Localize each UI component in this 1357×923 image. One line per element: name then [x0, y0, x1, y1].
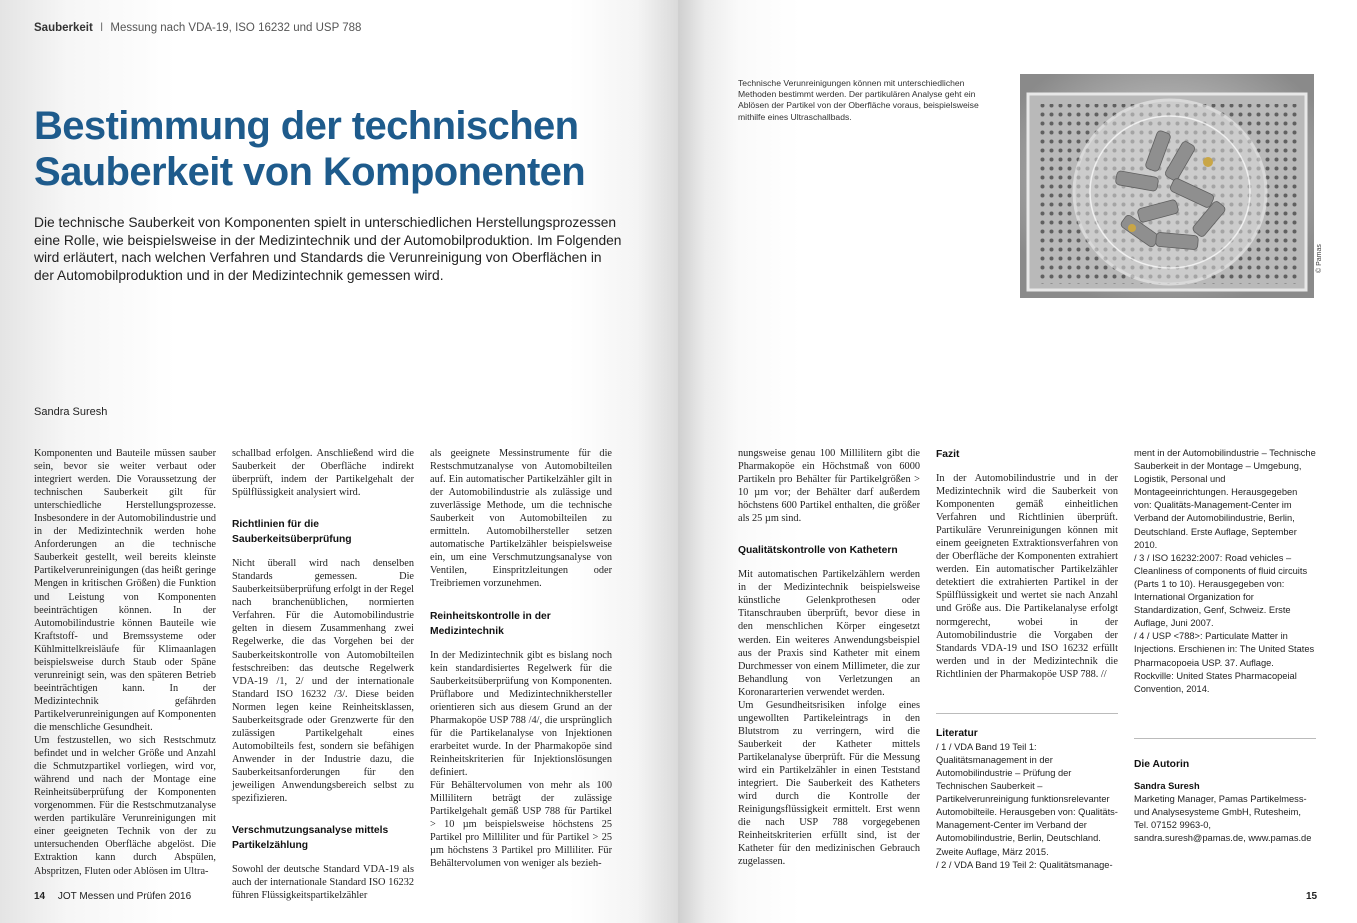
photo-credit: © Pamas: [1316, 244, 1323, 273]
subheading-medical-cleanliness: Reinheitskontrolle in der Medizintechnik: [430, 610, 551, 637]
subheading-conclusion: Fazit: [936, 449, 960, 460]
column-3: [430, 447, 612, 870]
header-separator: I: [100, 22, 104, 34]
literature-item-2-continued: ment in der Automobilindustrie – Technische Sauberkeit in der Montage – Umgebung, Logistik, Personal und Montageeinrichtungen. Herausgegeben von: Qualitäts-Management-Center im Verband der Automobilindustrie, Berlin, Deutschland. Erste Auflage, September 2010.: [1134, 448, 1316, 550]
column-2: [232, 447, 414, 902]
literature-item-4: / 4 / USP <788>: Particulate Matter in Injections. Erschienen in: The United States Pharmacopoeia USP. 37. Auflage. Rockville: United States Pharmacopeial Convention, 2014.: [1134, 631, 1315, 694]
author-heading: Die Autorin: [1134, 758, 1190, 770]
ultrasonic-bath-photo: [1020, 74, 1314, 298]
literature-heading: Literatur: [936, 727, 978, 739]
conclusion-paragraph: In der Automobilindustrie und in der Medizintechnik wird die Sauberkeit von Komponenten gemäß einheitlichen Verfahren und Richtlinien überprüft. Partikuläre Verunreinigungen können mit einem geeigneten Extraktionsverfahren von der Oberfläche der Komponenten extrahiert werden. Ein automatischer Partikelzähler detektiert die extrahierten Partikel in der Spülflüssigkeit und wertet sie nach Anzahl und Größe aus. Die Partikelanalyse erfolgt normgerecht, wobei in der Automobilindustrie die Vorgaben der Standards VDA-19 und ISO 16232 erfüllt werden und in der Medizintechnik die Richtlinien der Pharmakopöe USP 788. //: [936, 473, 1118, 680]
header-section: Sauberkeit: [34, 22, 93, 34]
photo-caption: Technische Verunreinigungen können mit unterschiedlichen Methoden bestimmt werden. Der partikulären Analyse geht ein Ablösen der Partikel von der Oberfläche voraus, beispielsweise mithilfe eines Ultraschallbads.: [738, 78, 979, 122]
column-2-paragraph-1: schallbad erfolgen. Anschließend wird die Sauberkeit der Oberfläche indirekt überprüft, indem der Partikelgehalt der Spülflüssigkeit analysiert wird.: [232, 448, 414, 499]
literature-item-3: / 3 / ISO 16232:2007: Road vehicles – Cleanliness of components of fluid circuits (Parts 1 to 10). Herausgegeben von: International Organization for Standardization, Genf, Schweiz. Erste Auflage, Juni 2007.: [1134, 552, 1308, 629]
photo-illustration: [1020, 74, 1314, 298]
article-title-line-1: Bestimmung der technischen: [34, 104, 579, 148]
column-1: [34, 447, 216, 878]
literature-item-2-start: / 2 / VDA Band 19 Teil 2: Qualitätsmanage-: [936, 859, 1113, 870]
article-title: [34, 103, 654, 195]
column-3-paragraph-3: Für Behältervolumen von mehr als 100 Millilitern beträgt der zulässige Partikelgehalt gemäß USP 788 für Partikel > 10 µm beispielsweise höchstens 25 Partikel pro Milliliter und für Partikel > 25 µm höchstens 3 Partikel pro Milliliter. Für Behältervolumen von weniger als bezieh-: [430, 779, 612, 870]
column-2-paragraph-3: Sowohl der deutsche Standard VDA-19 als auch der internationale Standard ISO 16232 führen Flüssigkeitspartikelzähler: [232, 864, 414, 902]
subheading-catheter-quality: Qualitätskontrolle von Kathetern: [738, 545, 898, 557]
subheading-particle-counting: Verschmutzungsanalyse mittels Partikelzählung: [232, 825, 389, 852]
left-footer: [34, 891, 191, 902]
literature-item-1: / 1 / VDA Band 19 Teil 1: Qualitätsmanagement in der Automobilindustrie – Prüfung der Technischen Sauberkeit – Partikelverunreinigung funktionsrelevanter Automobilteile. Herausgeben von: Qualitäts-Management-Center im Verband der Automobilindustrie, Berlin, Deutschland. Zweite Auflage, März 2015.: [936, 741, 1118, 857]
literature-divider: [936, 713, 1118, 714]
running-header: [34, 22, 361, 34]
right-page-number: 15: [1306, 891, 1318, 902]
column-2-paragraph-2: Nicht überall wird nach denselben Standards gemessen. Die Sauberkeitsüberprüfung erfolgt in der Regel nach branchenüblichen, normierten Verfahren. Für die Automobilindustrie gelten in diesem Zusammenhang zwei Regelwerke, die das Vorgehen bei der Sauberkeitskontrolle von Automobilteilen festschreiben: das deutsche Regelwerk VDA-19 /1, 2/ und der internationale Standard ISO 16232 /3/. Diese beiden Normen legen keine Reinheitsklassen, Sauberkeitsgrade oder Grenzwerte für den zulässigen Partikelgehalt eines Automobilteils fest, sondern sie befähigen Anwender in der Industrie dazu, die Sauberkeitsanforderungen für den jeweiligen Anwendungsbereich selbst zu spezifizieren.: [232, 558, 414, 805]
right-page: [678, 0, 1357, 923]
header-topic: Messung nach VDA-19, ISO 16232 und USP 788: [110, 22, 362, 34]
column-1-paragraph-1: Komponenten und Bauteile müssen sauber sein, bevor sie weiter verbaut oder integriert werden. Die Voraussetzung der technischen Sauberkeit gilt für unterschiedliche Herstellungsprozesse. Insbesondere in der Automobilindustrie und in der Medizintechnik werden hohe Anforderungen an die technische Sauberkeit gestellt, weil bereits kleinste Partikelverunreinigungen (das heißt geringe Mengen in kritischen Größen) die Funktion und Leistung von Komponenten beeinträchtigen können. In der Automobilindustrie können Bauteile wie Kraftstoff- und Bremssysteme oder Kühlmittelkreisläufe für Klimaanlagen beispielsweise durch Staub oder Späne verunreinigt sein, was den späteren Betrieb beeinträchtigen kann. In der Medizintechnik gefährden Partikelverunreinigungen auf Komponenten die menschliche Gesundheit.: [34, 448, 216, 733]
author-divider: [1134, 738, 1316, 739]
article-title-line-2: Sauberkeit von Komponenten: [34, 150, 586, 194]
left-page: [0, 0, 678, 923]
lead-paragraph: Die technische Sauberkeit von Komponenten spielt in unterschiedlichen Herstellungsprozessen eine Rolle, wie beispielsweise in der Medizintechnik und der Automobilproduktion. Im Folgenden wird erläutert, nach welchen Verfahren und Standards die Verunreinigung von Oberflächen in der Automobilproduktion und in der Medizintechnik gemessen wird.: [34, 215, 622, 283]
column-4-paragraph-3: Um Gesundheitsrisiken infolge eines ungewollten Partikeleintrags in den Blutstrom zu verringern, wird die Sauberkeit der Katheter mittels Partikelanalyse überprüft. Für die Messung wird ein Partikelzähler in einen Teststand integriert. Die Sauberkeit des Katheters wird durch die Kontrolle der Reinigungsflüssigkeit ermittelt. Erst wenn die nach USP 788 vorgegebenen Reinheitskriterien erfüllt sind, ist der Katheter für den medizinischen Gebrauch zugelassen.: [738, 699, 920, 868]
author-name: Sandra Suresh: [1134, 780, 1200, 791]
subheading-guidelines: Richtlinien für die Sauberkeitsüberprüfung: [232, 519, 352, 546]
column-4-paragraph-1: nungsweise genau 100 Millilitern gibt die Pharmakopöe ein Höchstmaß von 6000 Partikeln pro Behälter für Partikelgrößen > 10 µm vor; der Behälter darf außerdem höchstens 600 Partikel enthalten, die größer als 25 µm sind.: [738, 448, 920, 525]
column-3-paragraph-1: als geeignete Messinstrumente für die Restschmutzanalyse von Automobilteilen auf. Ein automatischer Partikelzähler gilt in der Automobilindustrie als zulässige und zuverlässige Methode, um die technische Sauberkeit von Automobilteilen zu ermitteln. Automobilhersteller setzen automatische Partikelzähler beispielsweise ein, um eine Verschmutzungsanalyse von Ventilen, Einspritzleitungen oder Treibriemen vorzunehmen.: [430, 448, 612, 590]
column-1-paragraph-2: Um festzustellen, wo sich Restschmutz befindet und in welcher Größe und Anzahl die Schmutzpartikel vorliegen, wird vor, während und nach der Montage eine Reinheitsüberprüfung der Komponenten vorgenommen. Für die Restschmutzanalyse werden partikuläre Verunreinigungen mit einer geeigneten Technik von der zu untersuchenden Oberfläche abgelöst. Die Extraktion kann durch Abspülen, Abspritzen, Fluten oder Ablösen im Ultra-: [34, 735, 216, 877]
left-footer-text: JOT Messen und Prüfen 2016: [57, 891, 192, 902]
column-4-paragraph-2: Mit automatischen Partikelzählern werden in der Medizintechnik beispielsweise künstliche Gelenkprothesen oder Titanschrauben überprüft, bevor diese in den menschlichen Körper eingesetzt werden. Ein weiteres Anwendungsbeispiel aus der Praxis sind Katheter mit einem Durchmesser von einem Millimeter, die zur Behandlung von Verletzungen an Koronararterien verwendet werden.: [738, 569, 920, 698]
column-4: [738, 447, 920, 868]
column-6: [1134, 447, 1316, 845]
left-page-number: 14: [34, 891, 46, 902]
column-3-paragraph-2: In der Medizintechnik gibt es bislang noch kein standardisiertes Regelwerk für die Sauberkeitsüberprüfung von Komponenten. Prüflabore und Medizintechnikhersteller orientieren sich aus diesem Grund an der Pharmakopöe USP 788 /4/, die ursprünglich für die Partikelanalyse von Injektionen erarbeitet wurde. In der Pharmakopöe sind Reinheitskriterien für Injektionslösungen definiert.: [430, 649, 612, 778]
author-bio: Marketing Manager, Pamas Partikelmess- und Analysesysteme GmbH, Rutesheim, Tel. 07152 9963-0, sandra.suresh@pamas.de, www.pamas.de: [1134, 793, 1312, 844]
byline: Sandra Suresh: [34, 406, 108, 418]
column-5: [936, 447, 1118, 872]
